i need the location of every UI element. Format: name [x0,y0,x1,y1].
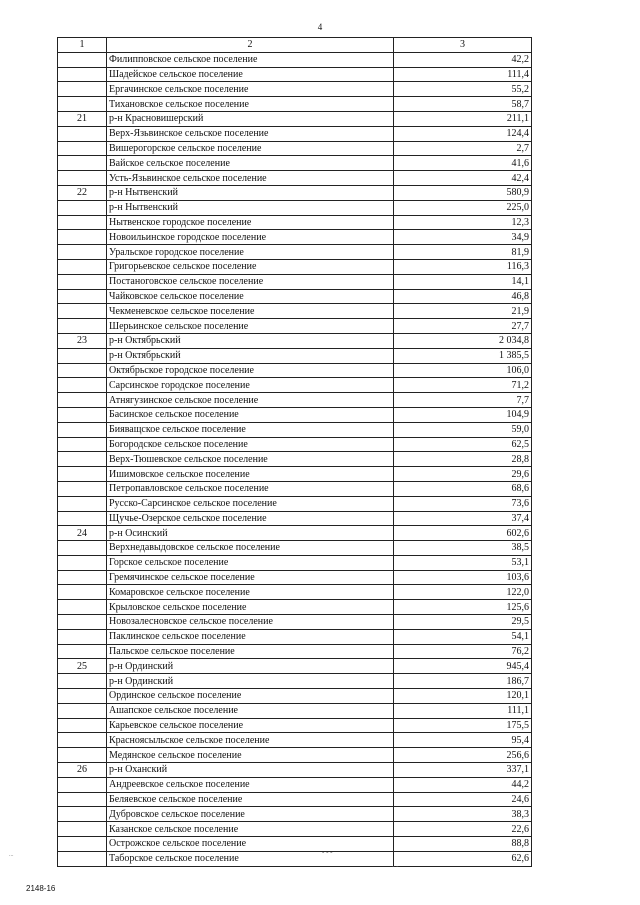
table-row [58,689,532,704]
row-value-cell: 602,6 [394,526,532,541]
table-row [58,111,532,126]
row-number-cell [58,363,107,378]
row-name-cell: Ишимовское сельское поселение [107,467,394,482]
row-name-cell: Пальское сельское поселение [107,644,394,659]
row-value-cell: 37,4 [394,511,532,526]
row-value-cell: 124,4 [394,126,532,141]
table-row [58,496,532,511]
table-row [58,777,532,792]
row-number-cell [58,407,107,422]
row-name-cell: Беляевское сельское поселение [107,792,394,807]
row-name-cell: Горское сельское поселение [107,555,394,570]
row-name-cell: Таборское сельское поселение [107,851,394,866]
table-row [58,126,532,141]
row-value-cell: 1 385,5 [394,348,532,363]
row-name-cell: Вайское сельское поселение [107,156,394,171]
row-name-cell: Нытвенское городское поселение [107,215,394,230]
table-row [58,304,532,319]
row-name-cell: р-н Оханский [107,763,394,778]
column-header-2: 2 [107,38,394,53]
table-row [58,67,532,82]
table-row [58,422,532,437]
row-number-cell [58,200,107,215]
row-value-cell: 103,6 [394,570,532,585]
table-row [58,52,532,67]
row-name-cell: р-н Ординский [107,659,394,674]
row-name-cell: Чайковское сельское поселение [107,289,394,304]
row-number-cell [58,541,107,556]
row-name-cell: Паклинское сельское поселение [107,629,394,644]
table-row [58,763,532,778]
row-number-cell [58,393,107,408]
row-number-cell: 22 [58,185,107,200]
row-number-cell [58,245,107,260]
table-row [58,615,532,630]
table-row [58,659,532,674]
row-name-cell: Казанское сельское поселение [107,822,394,837]
table-row [58,629,532,644]
row-value-cell: 211,1 [394,111,532,126]
table-row [58,541,532,556]
row-number-cell: 23 [58,333,107,348]
row-value-cell: 106,0 [394,363,532,378]
row-value-cell: 12,3 [394,215,532,230]
row-name-cell: р-н Октябрьский [107,348,394,363]
row-name-cell: Гремячинское сельское поселение [107,570,394,585]
table-row [58,82,532,97]
row-value-cell: 122,0 [394,585,532,600]
table-row [58,851,532,866]
table-row [58,289,532,304]
table-row [58,333,532,348]
row-number-cell: 25 [58,659,107,674]
table-row [58,259,532,274]
row-name-cell: Новоильинское городское поселение [107,230,394,245]
row-value-cell: 59,0 [394,422,532,437]
scan-mark: - - - [322,848,333,856]
row-name-cell: Русско-Сарсинское сельское поселение [107,496,394,511]
row-value-cell: 42,4 [394,171,532,186]
row-name-cell: Верх-Язьвинское сельское поселение [107,126,394,141]
row-name-cell: Ашапское сельское поселение [107,703,394,718]
row-number-cell [58,600,107,615]
row-number-cell [58,171,107,186]
row-number-cell [58,555,107,570]
row-name-cell: Острожское сельское поселение [107,837,394,852]
row-number-cell [58,126,107,141]
table-row [58,748,532,763]
row-number-cell [58,733,107,748]
scan-mark: - - [392,862,399,870]
row-number-cell [58,156,107,171]
row-name-cell: Филипповское сельское поселение [107,52,394,67]
row-name-cell: р-н Октябрьский [107,333,394,348]
row-name-cell: Щучье-Озерское сельское поселение [107,511,394,526]
row-name-cell: Верх-Тюшевское сельское поселение [107,452,394,467]
row-name-cell: Ергачинское сельское поселение [107,82,394,97]
row-value-cell: 7,7 [394,393,532,408]
table-row [58,733,532,748]
table-row [58,807,532,822]
table-row [58,245,532,260]
row-number-cell [58,230,107,245]
row-value-cell: 29,5 [394,615,532,630]
row-value-cell: 104,9 [394,407,532,422]
row-name-cell: Богородское сельское поселение [107,437,394,452]
row-name-cell: р-н Нытвенский [107,200,394,215]
row-value-cell: 2 034,8 [394,333,532,348]
table-row [58,319,532,334]
row-number-cell [58,52,107,67]
table-row [58,378,532,393]
row-name-cell: Григорьевское сельское поселение [107,259,394,274]
row-value-cell: 186,7 [394,674,532,689]
row-number-cell [58,807,107,822]
row-value-cell: 81,9 [394,245,532,260]
row-number-cell [58,718,107,733]
row-name-cell: р-н Нытвенский [107,185,394,200]
table-row [58,215,532,230]
row-name-cell: Атнягузинское сельское поселение [107,393,394,408]
row-value-cell: 27,7 [394,319,532,334]
table-header-row [58,38,532,53]
row-value-cell: 29,6 [394,467,532,482]
row-value-cell: 71,2 [394,378,532,393]
row-number-cell [58,777,107,792]
table-row [58,200,532,215]
row-value-cell: 116,3 [394,259,532,274]
row-number-cell [58,97,107,112]
row-name-cell: Карьевское сельское поселение [107,718,394,733]
row-name-cell: Красноясыльское сельское поселение [107,733,394,748]
table-row [58,437,532,452]
table-row [58,230,532,245]
row-number-cell [58,82,107,97]
row-value-cell: 44,2 [394,777,532,792]
row-value-cell: 95,4 [394,733,532,748]
row-value-cell: 34,9 [394,230,532,245]
row-value-cell: 337,1 [394,763,532,778]
table-row [58,718,532,733]
row-number-cell [58,674,107,689]
row-value-cell: 120,1 [394,689,532,704]
row-name-cell: Постаноговское сельское поселение [107,274,394,289]
row-number-cell [58,748,107,763]
row-value-cell: 53,1 [394,555,532,570]
table-row [58,644,532,659]
row-name-cell: Тихановское сельское поселение [107,97,394,112]
row-number-cell [58,319,107,334]
row-number-cell: 26 [58,763,107,778]
row-number-cell [58,259,107,274]
row-value-cell: 58,7 [394,97,532,112]
table-row [58,348,532,363]
row-number-cell [58,792,107,807]
table-row [58,837,532,852]
table-row [58,703,532,718]
row-name-cell: Сарсинское городское поселение [107,378,394,393]
table-row [58,792,532,807]
row-value-cell: 28,8 [394,452,532,467]
table-row [58,822,532,837]
row-number-cell [58,141,107,156]
row-number-cell [58,629,107,644]
row-name-cell: Басинское сельское поселение [107,407,394,422]
row-value-cell: 580,9 [394,185,532,200]
table-row [58,274,532,289]
row-number-cell [58,437,107,452]
row-value-cell: 111,1 [394,703,532,718]
row-name-cell: Шерьинское сельское поселение [107,319,394,334]
column-header-1: 1 [58,38,107,53]
row-name-cell: Медянское сельское поселение [107,748,394,763]
table-row [58,585,532,600]
row-name-cell: р-н Красновишерский [107,111,394,126]
table-row [58,171,532,186]
table-row [58,674,532,689]
table-row [58,467,532,482]
page-number: 4 [317,22,323,32]
row-value-cell: 225,0 [394,200,532,215]
row-value-cell: 111,4 [394,67,532,82]
row-value-cell: 54,1 [394,629,532,644]
footer-code: 2148-16 [26,884,56,893]
row-number-cell [58,570,107,585]
row-value-cell: 88,8 [394,837,532,852]
table-row [58,363,532,378]
row-name-cell: Петропавловское сельское поселение [107,481,394,496]
row-name-cell: Усть-Язьвинское сельское поселение [107,171,394,186]
row-value-cell: 42,2 [394,52,532,67]
table-row [58,452,532,467]
table-row [58,555,532,570]
row-number-cell [58,822,107,837]
row-value-cell: 21,9 [394,304,532,319]
row-number-cell [58,67,107,82]
row-name-cell: Крыловское сельское поселение [107,600,394,615]
row-value-cell: 41,6 [394,156,532,171]
row-value-cell: 24,6 [394,792,532,807]
row-value-cell: 22,6 [394,822,532,837]
table-row [58,393,532,408]
row-number-cell [58,511,107,526]
row-value-cell: 62,6 [394,851,532,866]
table-row [58,141,532,156]
row-name-cell: Верхнедавыдовское сельское поселение [107,541,394,556]
row-number-cell [58,274,107,289]
row-name-cell: Андреевское сельское поселение [107,777,394,792]
row-name-cell: Дубровское сельское поселение [107,807,394,822]
table-row [58,511,532,526]
row-name-cell: Чекменевское сельское поселение [107,304,394,319]
row-name-cell: р-н Осинский [107,526,394,541]
row-number-cell [58,851,107,866]
row-value-cell: 175,5 [394,718,532,733]
row-number-cell [58,496,107,511]
row-value-cell: 62,5 [394,437,532,452]
row-name-cell: Октябрьское городское поселение [107,363,394,378]
row-value-cell: 46,8 [394,289,532,304]
row-value-cell: 68,6 [394,481,532,496]
row-number-cell [58,304,107,319]
row-name-cell: Бияващское сельское поселение [107,422,394,437]
row-value-cell: 125,6 [394,600,532,615]
row-number-cell [58,215,107,230]
row-value-cell: 38,5 [394,541,532,556]
row-value-cell: 76,2 [394,644,532,659]
row-value-cell: 2,7 [394,141,532,156]
row-number-cell [58,837,107,852]
row-number-cell: 21 [58,111,107,126]
row-name-cell: Вишерогорское сельское поселение [107,141,394,156]
data-table [57,37,532,867]
row-number-cell: 24 [58,526,107,541]
row-number-cell [58,481,107,496]
table-row [58,407,532,422]
row-number-cell [58,689,107,704]
table-row [58,570,532,585]
row-name-cell: р-н Ординский [107,674,394,689]
row-number-cell [58,452,107,467]
table-row [58,600,532,615]
table-row [58,185,532,200]
table-row [58,481,532,496]
row-name-cell: Шадейское сельское поселение [107,67,394,82]
row-number-cell [58,467,107,482]
row-name-cell: Комаровское сельское поселение [107,585,394,600]
row-number-cell [58,585,107,600]
row-number-cell [58,422,107,437]
row-value-cell: 256,6 [394,748,532,763]
row-number-cell [58,615,107,630]
table-row [58,526,532,541]
row-value-cell: 945,4 [394,659,532,674]
row-name-cell: Уральское городское поселение [107,245,394,260]
row-number-cell [58,378,107,393]
table-row [58,97,532,112]
row-value-cell: 73,6 [394,496,532,511]
row-value-cell: 38,3 [394,807,532,822]
row-value-cell: 14,1 [394,274,532,289]
table-row [58,156,532,171]
row-value-cell: 55,2 [394,82,532,97]
row-number-cell [58,644,107,659]
row-number-cell [58,348,107,363]
row-name-cell: Ординское сельское поселение [107,689,394,704]
column-header-3: 3 [394,38,532,53]
margin-mark: ... [9,852,14,858]
row-number-cell [58,703,107,718]
row-number-cell [58,289,107,304]
row-name-cell: Новозалесновское сельское поселение [107,615,394,630]
